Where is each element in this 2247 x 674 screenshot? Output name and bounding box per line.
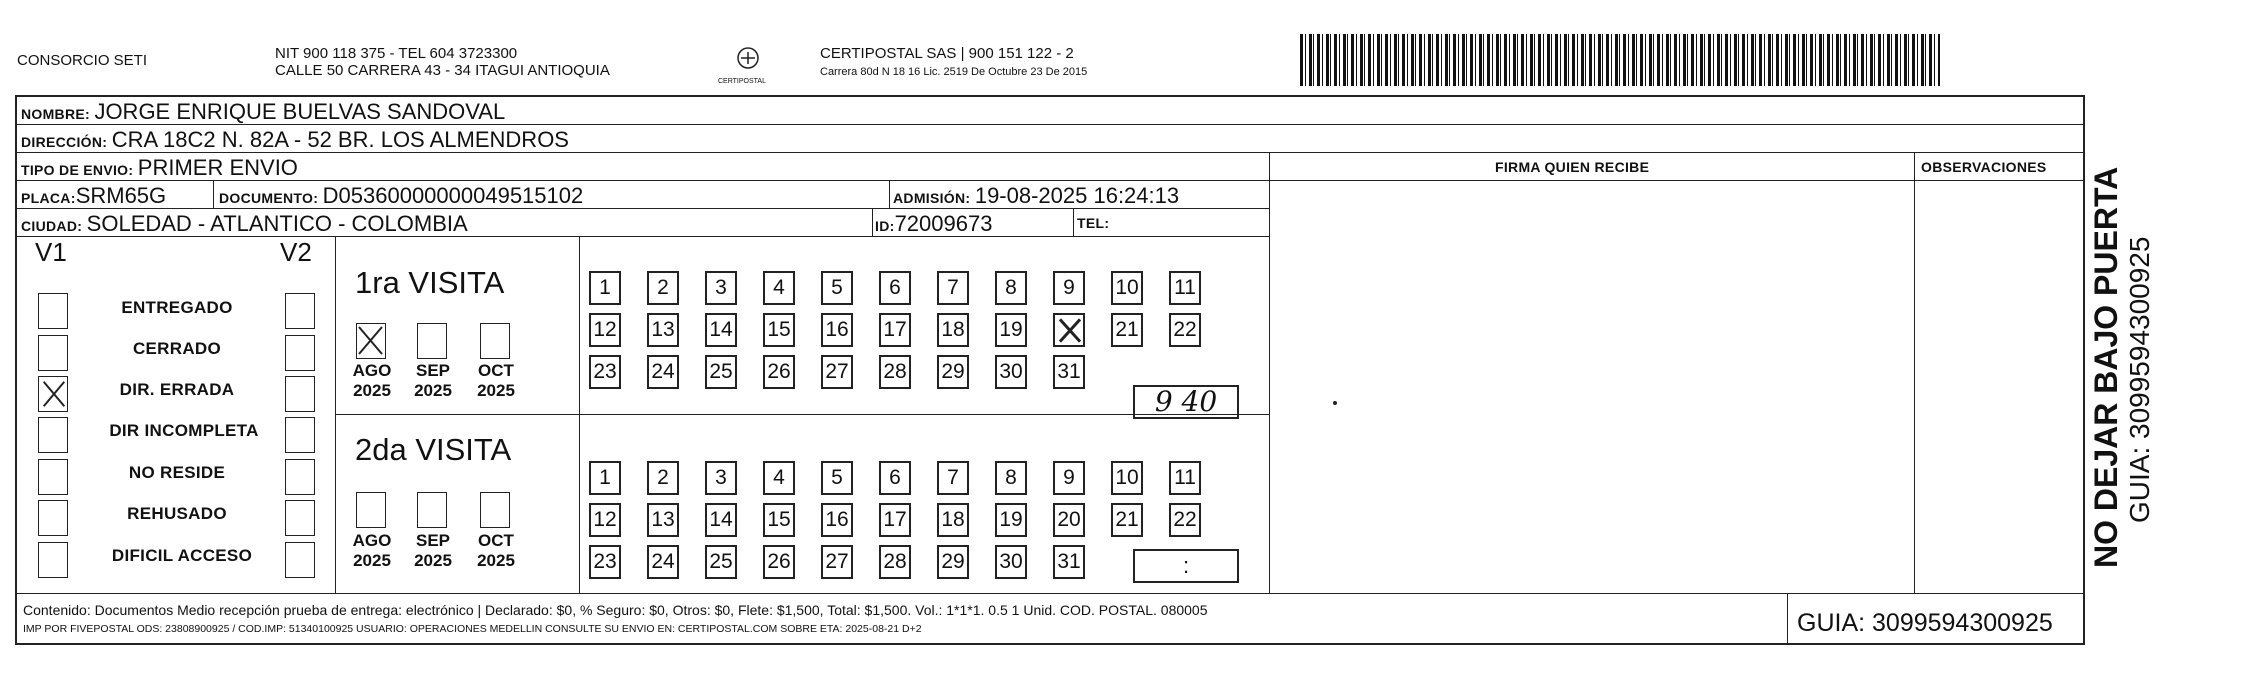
day-box-26[interactable]: 26 <box>763 545 795 579</box>
guide-number: GUIA: 3099594300925 <box>1797 609 2053 637</box>
day-box-12[interactable]: 12 <box>589 313 621 347</box>
signature-header: FIRMA QUIEN RECIBE <box>1495 159 1650 175</box>
visit1-oct-checkbox[interactable] <box>480 323 510 359</box>
day-box-21[interactable]: 21 <box>1111 503 1143 537</box>
v1-dir-errada-checkbox[interactable] <box>38 376 68 412</box>
day-box-14[interactable]: 14 <box>705 313 737 347</box>
document-value: D05360000000049515102 <box>322 183 584 208</box>
v1-header: V1 <box>35 237 67 267</box>
plate-value: SRM65G <box>75 183 167 208</box>
visit2-ago-checkbox[interactable] <box>356 492 386 528</box>
day-box-9[interactable]: 9 <box>1053 461 1085 495</box>
visit1-ago-checkbox[interactable] <box>356 323 386 359</box>
observations-header: OBSERVACIONES <box>1921 159 2047 175</box>
status-entregado: ENTREGADO <box>121 298 233 317</box>
day-box-15[interactable]: 15 <box>763 503 795 537</box>
day-box-9[interactable]: 9 <box>1053 271 1085 305</box>
v2-entregado-checkbox[interactable] <box>285 293 315 329</box>
day-box-24[interactable]: 24 <box>647 545 679 579</box>
day-box-4[interactable]: 4 <box>763 271 795 305</box>
v1-entregado-checkbox[interactable] <box>38 293 68 329</box>
day-box-7[interactable]: 7 <box>937 461 969 495</box>
day-box-1[interactable]: 1 <box>589 271 621 305</box>
day-box-7[interactable]: 7 <box>937 271 969 305</box>
name-row <box>17 97 2083 125</box>
day-box-28[interactable]: 28 <box>879 355 911 389</box>
day-box-19[interactable]: 19 <box>995 503 1027 537</box>
day-box-18[interactable]: 18 <box>937 313 969 347</box>
status-no-reside: NO RESIDE <box>128 463 226 482</box>
day-box-1[interactable]: 1 <box>589 461 621 495</box>
day-box-17[interactable]: 17 <box>879 503 911 537</box>
day-box-30[interactable]: 30 <box>995 355 1027 389</box>
document-label: DOCUMENTO: <box>219 190 319 206</box>
day-box-13[interactable]: 13 <box>647 313 679 347</box>
day-box-6[interactable]: 6 <box>879 461 911 495</box>
day-box-16[interactable]: 16 <box>821 313 853 347</box>
status-cerrado: CERRADO <box>132 339 222 358</box>
v2-header: V2 <box>280 237 312 267</box>
day-box-22[interactable]: 22 <box>1169 503 1201 537</box>
day-box-5[interactable]: 5 <box>821 461 853 495</box>
imp-line: IMP POR FIVEPOSTAL ODS: 23808900925 / COD.IMP: 51340100925 USUARIO: OPERACIONES MEDELLIN CONSULTE SU ENVIO EN: CERTIPOSTAL.COM SOBRE ETA: 2025-08-21 D+2 <box>23 623 922 635</box>
day-box-21[interactable]: 21 <box>1111 313 1143 347</box>
day-box-22[interactable]: 22 <box>1169 313 1201 347</box>
day-box-11[interactable]: 11 <box>1169 271 1201 305</box>
v2-rehusado-checkbox[interactable] <box>285 500 315 536</box>
company-name: CONSORCIO SETI <box>17 52 148 69</box>
type-row <box>17 153 2083 181</box>
plate-row <box>17 181 1269 209</box>
visit2-time-field[interactable]: : <box>1133 549 1239 583</box>
certipostal-address: Carrera 80d N 18 16 Lic. 2519 De Octubre 23 De 2015 <box>820 66 1088 78</box>
v1-dir-incompleta-checkbox[interactable] <box>38 417 68 453</box>
logo-text: CERTIPOSTAL <box>718 78 766 85</box>
day-box-27[interactable]: 27 <box>821 545 853 579</box>
shipping-form <box>15 95 2085 645</box>
visit2-oct-label: OCT 2025 <box>477 531 515 570</box>
barcode <box>1300 34 1940 86</box>
type-label: TIPO DE ENVIO: <box>21 162 134 178</box>
day-box-26[interactable]: 26 <box>763 355 795 389</box>
day-box-3[interactable]: 3 <box>705 271 737 305</box>
day-box-19[interactable]: 19 <box>995 313 1027 347</box>
v2-dir-incompleta-checkbox[interactable] <box>285 417 315 453</box>
day-box-20[interactable] <box>1053 313 1085 347</box>
status-dir-incompleta: DIR INCOMPLETA <box>109 421 259 440</box>
address-line: CALLE 50 CARRERA 43 - 34 ITAGUI ANTIOQUIA <box>275 62 610 79</box>
visit1-title: 1ra VISITA <box>355 265 505 300</box>
day-box-4[interactable]: 4 <box>763 461 795 495</box>
day-box-31[interactable]: 31 <box>1053 355 1085 389</box>
city-value: SOLEDAD - ATLANTICO - COLOMBIA <box>86 211 468 236</box>
day-box-10[interactable]: 10 <box>1111 271 1143 305</box>
shipment-type: PRIMER ENVIO <box>137 155 298 180</box>
day-box-23[interactable]: 23 <box>589 545 621 579</box>
day-box-5[interactable]: 5 <box>821 271 853 305</box>
day-box-8[interactable]: 8 <box>995 271 1027 305</box>
address-label: DIRECCIÓN: <box>21 134 108 150</box>
tel-label: TEL: <box>1077 215 1110 231</box>
visit1-sep-label: SEP 2025 <box>414 361 452 400</box>
v1-rehusado-checkbox[interactable] <box>38 500 68 536</box>
day-box-16[interactable]: 16 <box>821 503 853 537</box>
day-box-11[interactable]: 11 <box>1169 461 1201 495</box>
day-box-2[interactable]: 2 <box>647 461 679 495</box>
day-box-8[interactable]: 8 <box>995 461 1027 495</box>
side-warning: NO DEJAR BAJO PUERTA <box>2088 166 2124 568</box>
day-box-6[interactable]: 6 <box>879 271 911 305</box>
stray-dot <box>1333 401 1337 405</box>
v2-dir-errada-checkbox[interactable] <box>285 376 315 412</box>
address-row <box>17 125 2083 153</box>
day-box-13[interactable]: 13 <box>647 503 679 537</box>
day-box-23[interactable]: 23 <box>589 355 621 389</box>
side-guide: GUIA: 3099594300925 <box>2124 236 2155 523</box>
day-box-25[interactable]: 25 <box>705 545 737 579</box>
recipient-name: JORGE ENRIQUE BUELVAS SANDOVAL <box>94 99 506 124</box>
day-box-14[interactable]: 14 <box>705 503 737 537</box>
visit2-ago-label: AGO 2025 <box>352 531 392 570</box>
visit2-sep-label: SEP 2025 <box>414 531 452 570</box>
day-box-27[interactable]: 27 <box>821 355 853 389</box>
day-box-20[interactable]: 20 <box>1053 503 1085 537</box>
status-dificil-acceso: DIFICIL ACCESO <box>111 546 253 565</box>
id-value: 72009673 <box>894 211 993 236</box>
v2-no-reside-checkbox[interactable] <box>285 459 315 495</box>
v1-cerrado-checkbox[interactable] <box>38 335 68 371</box>
day-box-3[interactable]: 3 <box>705 461 737 495</box>
city-label: CIUDAD: <box>21 218 83 234</box>
day-box-29[interactable]: 29 <box>937 355 969 389</box>
day-box-18[interactable]: 18 <box>937 503 969 537</box>
certipostal-line: CERTIPOSTAL SAS | 900 151 122 - 2 <box>820 45 1074 62</box>
name-label: NOMBRE: <box>21 106 90 122</box>
content-line: Contenido: Documentos Medio recepción prueba de entrega: electrónico | Declarado: $0, % Seguro: $0, Otros: $0, Flete: $1,500, Total: $1,500. Vol.: 1*1*1. 0.5 1 Unid. COD. POSTAL. 080005 <box>23 602 1208 618</box>
day-box-25[interactable]: 25 <box>705 355 737 389</box>
v2-dificil-acceso-checkbox[interactable] <box>285 542 315 578</box>
day-box-31[interactable]: 31 <box>1053 545 1085 579</box>
visit1-sep-checkbox[interactable] <box>417 323 447 359</box>
visit1-time-field[interactable]: 9 40 <box>1133 385 1239 419</box>
v1-dificil-acceso-checkbox[interactable] <box>38 542 68 578</box>
v1-no-reside-checkbox[interactable] <box>38 459 68 495</box>
visit1-ago-label: AGO 2025 <box>352 361 392 400</box>
visit2-title: 2da VISITA <box>355 432 512 467</box>
visit1-oct-label: OCT 2025 <box>477 361 515 400</box>
day-box-10[interactable]: 10 <box>1111 461 1143 495</box>
city-row <box>17 209 1269 237</box>
day-box-30[interactable]: 30 <box>995 545 1027 579</box>
visit2-sep-checkbox[interactable] <box>417 492 447 528</box>
status-dir-errada: DIR. ERRADA <box>119 380 235 399</box>
plate-label: PLACA: <box>21 190 76 206</box>
day-box-24[interactable]: 24 <box>647 355 679 389</box>
day-box-17[interactable]: 17 <box>879 313 911 347</box>
status-rehusado: REHUSADO <box>127 504 227 523</box>
day-box-29[interactable]: 29 <box>937 545 969 579</box>
day-box-28[interactable]: 28 <box>879 545 911 579</box>
admission-value: 19-08-2025 16:24:13 <box>974 183 1180 208</box>
v2-cerrado-checkbox[interactable] <box>285 335 315 371</box>
day-box-12[interactable]: 12 <box>589 503 621 537</box>
day-box-15[interactable]: 15 <box>763 313 795 347</box>
nit-line: NIT 900 118 375 - TEL 604 3723300 <box>275 45 518 62</box>
visit2-oct-checkbox[interactable] <box>480 492 510 528</box>
recipient-address: CRA 18C2 N. 82A - 52 BR. LOS ALMENDROS <box>111 127 569 152</box>
admission-label: ADMISIÓN: <box>893 190 971 206</box>
id-label: ID: <box>875 218 895 234</box>
day-box-2[interactable]: 2 <box>647 271 679 305</box>
